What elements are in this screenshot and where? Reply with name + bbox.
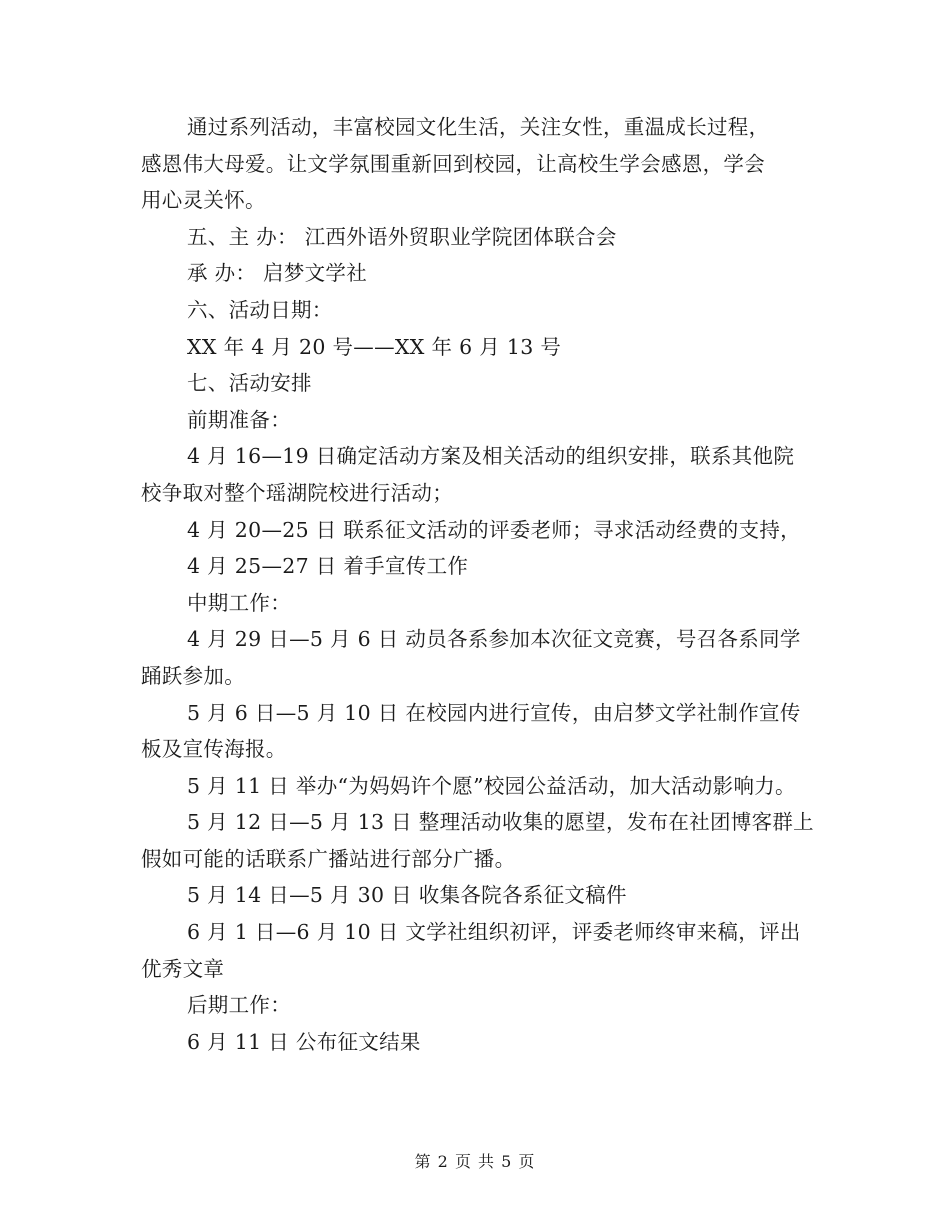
page-footer: 第 2 页 共 5 页 [414,1152,536,1171]
text-line: 六、活动日期： [187,297,333,322]
text-line: 5 月 12 日—5 月 13 日 整理活动收集的愿望，发布在社团博客群上 [187,810,814,835]
text-line: 5 月 6 日—5 月 10 日 在校园内进行宣传，由启梦文学社制作宣传 [187,700,801,725]
text-line: 4 月 25—27 日 着手宣传工作 [187,554,469,579]
text-line: 前期准备： [187,407,291,432]
text-line: 后期工作： [187,993,291,1018]
document-body [141,109,821,1060]
text-line: 踊跃参加。 [141,663,245,688]
text-line: 6 月 1 日—6 月 10 日 文学社组织初评，评委老师终审来稿，评出 [187,920,801,945]
text-line: 五、主 办： 江西外语外贸职业学院团体联合会 [187,224,617,249]
text-line: 中期工作： [187,590,291,615]
text-line: XX 年 4 月 20 号——XX 年 6 月 13 号 [187,334,562,359]
text-line: 校争取对整个瑶湖院校进行活动； [141,480,453,505]
text-line: 4 月 16—19 日确定活动方案及相关活动的组织安排，联系其他院 [187,444,795,469]
text-line: 6 月 11 日 公布征文结果 [187,1029,421,1054]
text-line: 优秀文章 [141,956,225,981]
text-line: 承 办： 启梦文学社 [187,261,368,286]
text-line: 4 月 29 日—5 月 6 日 动员各系参加本次征文竞赛，号召各系同学 [187,627,801,652]
text-line: 4 月 20—25 日 联系征文活动的评委老师；寻求活动经费的支持， [187,517,801,542]
text-line: 5 月 14 日—5 月 30 日 收集各院各系征文稿件 [187,883,627,908]
text-line: 5 月 11 日 举办“为妈妈许个愿”校园公益活动，加大活动影响力。 [187,773,796,798]
text-line: 七、活动安排 [187,371,312,396]
text-line: 用心灵关怀。 [141,188,266,213]
text-line: 感恩伟大母爱。让文学氛围重新回到校园，让高校生学会感恩，学会 [141,151,765,176]
text-line: 假如可能的话联系广播站进行部分广播。 [141,846,516,871]
text-line: 通过系列活动，丰富校园文化生活，关注女性，重温成长过程， [187,115,770,139]
text-line: 板及宣传海报。 [141,737,287,762]
